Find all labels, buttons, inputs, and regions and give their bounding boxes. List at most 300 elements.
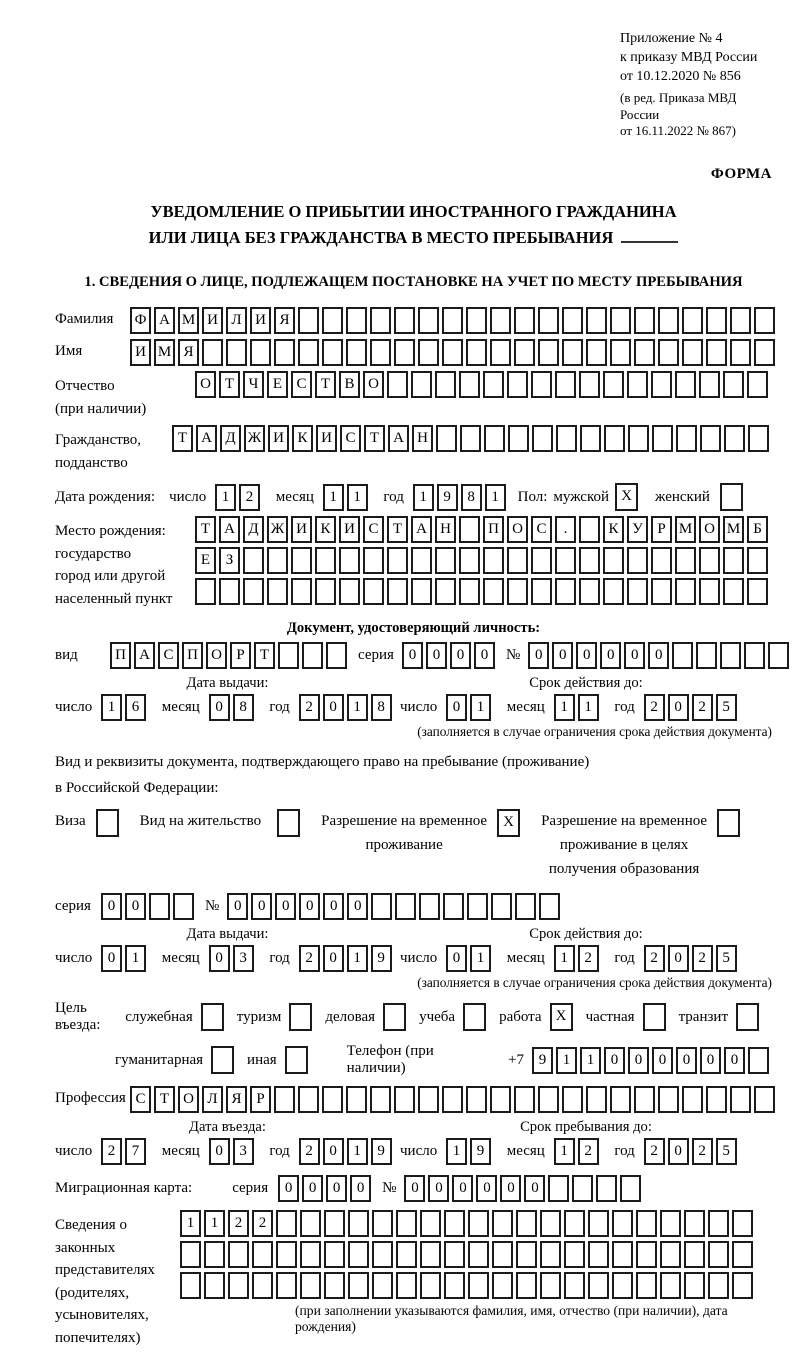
form-cell[interactable]	[466, 307, 487, 334]
form-cell[interactable]	[610, 307, 631, 334]
form-cell[interactable]	[586, 1086, 607, 1113]
form-cell[interactable]	[531, 547, 552, 574]
form-cell[interactable]	[372, 1241, 393, 1268]
form-cell[interactable]: 2	[228, 1210, 249, 1237]
form-cell[interactable]: Т	[219, 371, 240, 398]
form-cell[interactable]: 0	[600, 642, 621, 669]
form-cell[interactable]	[723, 578, 744, 605]
form-cell[interactable]	[516, 1210, 537, 1237]
form-cell[interactable]: 0	[275, 893, 296, 920]
form-cell[interactable]	[149, 893, 170, 920]
form-cell[interactable]	[419, 893, 440, 920]
form-cell[interactable]	[274, 339, 295, 366]
form-cell[interactable]	[531, 578, 552, 605]
form-cell[interactable]: М	[675, 516, 696, 543]
form-cell[interactable]: П	[483, 516, 504, 543]
form-cell[interactable]: Т	[364, 425, 385, 452]
form-cell[interactable]	[291, 578, 312, 605]
form-cell[interactable]	[339, 547, 360, 574]
form-cell[interactable]	[754, 307, 775, 334]
form-cell[interactable]	[676, 425, 697, 452]
form-cell[interactable]: Т	[254, 642, 275, 669]
form-cell[interactable]	[468, 1272, 489, 1299]
form-cell[interactable]	[459, 371, 480, 398]
form-cell[interactable]: 0	[347, 893, 368, 920]
form-cell[interactable]: А	[411, 516, 432, 543]
form-cell[interactable]	[180, 1241, 201, 1268]
form-cell[interactable]: 0	[668, 694, 689, 721]
form-cell[interactable]	[444, 1241, 465, 1268]
form-cell[interactable]: Д	[220, 425, 241, 452]
form-cell[interactable]	[418, 1086, 439, 1113]
form-cell[interactable]: К	[292, 425, 313, 452]
form-cell[interactable]	[555, 547, 576, 574]
form-cell[interactable]: 2	[692, 1138, 713, 1165]
form-cell[interactable]	[324, 1241, 345, 1268]
form-cell[interactable]	[300, 1272, 321, 1299]
form-cell[interactable]	[228, 1241, 249, 1268]
purpose-other-checkbox[interactable]	[285, 1046, 308, 1074]
form-cell[interactable]: Я	[274, 307, 295, 334]
form-cell[interactable]: 0	[668, 1138, 689, 1165]
option-residence-permit-checkbox[interactable]	[277, 809, 300, 837]
form-cell[interactable]: 1	[556, 1047, 577, 1074]
form-cell[interactable]	[562, 339, 583, 366]
form-cell[interactable]	[699, 547, 720, 574]
form-cell[interactable]	[371, 893, 392, 920]
form-cell[interactable]: 2	[578, 945, 599, 972]
form-cell[interactable]	[723, 371, 744, 398]
form-cell[interactable]	[636, 1241, 657, 1268]
form-cell[interactable]: 1	[485, 484, 506, 511]
form-cell[interactable]: 7	[125, 1138, 146, 1165]
form-cell[interactable]	[372, 1272, 393, 1299]
form-cell[interactable]: С	[531, 516, 552, 543]
form-cell[interactable]: Д	[243, 516, 264, 543]
option-temp-residence-education-checkbox[interactable]	[717, 809, 740, 837]
form-cell[interactable]: 0	[278, 1175, 299, 1202]
form-cell[interactable]	[555, 578, 576, 605]
form-cell[interactable]: Т	[387, 516, 408, 543]
form-cell[interactable]: Я	[226, 1086, 247, 1113]
form-cell[interactable]	[586, 339, 607, 366]
form-cell[interactable]	[627, 547, 648, 574]
form-cell[interactable]: К	[315, 516, 336, 543]
form-cell[interactable]	[252, 1241, 273, 1268]
form-cell[interactable]: О	[178, 1086, 199, 1113]
form-cell[interactable]	[298, 339, 319, 366]
form-cell[interactable]	[507, 547, 528, 574]
form-cell[interactable]	[346, 1086, 367, 1113]
form-cell[interactable]	[651, 578, 672, 605]
form-cell[interactable]	[586, 307, 607, 334]
form-cell[interactable]	[720, 642, 741, 669]
form-cell[interactable]	[418, 307, 439, 334]
form-cell[interactable]: 1	[554, 945, 575, 972]
form-cell[interactable]: 9	[437, 484, 458, 511]
form-cell[interactable]: 0	[446, 945, 467, 972]
form-cell[interactable]	[484, 425, 505, 452]
form-cell[interactable]: Л	[202, 1086, 223, 1113]
form-cell[interactable]: Т	[195, 516, 216, 543]
form-cell[interactable]	[466, 339, 487, 366]
form-cell[interactable]	[658, 307, 679, 334]
form-cell[interactable]	[531, 371, 552, 398]
form-cell[interactable]	[675, 547, 696, 574]
form-cell[interactable]: И	[130, 339, 151, 366]
form-cell[interactable]: П	[182, 642, 203, 669]
form-cell[interactable]	[538, 307, 559, 334]
form-cell[interactable]: 2	[578, 1138, 599, 1165]
form-cell[interactable]	[604, 425, 625, 452]
form-cell[interactable]	[267, 547, 288, 574]
form-cell[interactable]: 0	[404, 1175, 425, 1202]
form-cell[interactable]	[754, 339, 775, 366]
form-cell[interactable]	[460, 425, 481, 452]
form-cell[interactable]	[298, 307, 319, 334]
form-cell[interactable]	[300, 1210, 321, 1237]
form-cell[interactable]: И	[316, 425, 337, 452]
form-cell[interactable]: 5	[716, 694, 737, 721]
form-cell[interactable]: И	[268, 425, 289, 452]
form-cell[interactable]	[387, 371, 408, 398]
form-cell[interactable]: 1	[347, 945, 368, 972]
form-cell[interactable]: 0	[251, 893, 272, 920]
form-cell[interactable]	[420, 1210, 441, 1237]
form-cell[interactable]	[627, 578, 648, 605]
form-cell[interactable]	[411, 371, 432, 398]
form-cell[interactable]: 0	[227, 893, 248, 920]
form-cell[interactable]	[732, 1210, 753, 1237]
form-cell[interactable]: А	[196, 425, 217, 452]
form-cell[interactable]	[435, 578, 456, 605]
form-cell[interactable]	[173, 893, 194, 920]
form-cell[interactable]	[490, 1086, 511, 1113]
form-cell[interactable]	[459, 547, 480, 574]
form-cell[interactable]	[483, 371, 504, 398]
form-cell[interactable]	[302, 642, 323, 669]
form-cell[interactable]	[708, 1272, 729, 1299]
form-cell[interactable]	[579, 371, 600, 398]
form-cell[interactable]: 0	[323, 893, 344, 920]
form-cell[interactable]	[219, 578, 240, 605]
form-cell[interactable]	[411, 547, 432, 574]
form-cell[interactable]	[658, 339, 679, 366]
form-cell[interactable]	[603, 578, 624, 605]
form-cell[interactable]	[252, 1272, 273, 1299]
form-cell[interactable]	[700, 425, 721, 452]
form-cell[interactable]	[540, 1272, 561, 1299]
form-cell[interactable]	[675, 578, 696, 605]
form-cell[interactable]	[730, 1086, 751, 1113]
form-cell[interactable]: 0	[426, 642, 447, 669]
form-cell[interactable]: 8	[461, 484, 482, 511]
form-cell[interactable]	[348, 1272, 369, 1299]
form-cell[interactable]	[276, 1272, 297, 1299]
form-cell[interactable]	[610, 339, 631, 366]
form-cell[interactable]: 2	[692, 694, 713, 721]
form-cell[interactable]	[291, 547, 312, 574]
form-cell[interactable]	[442, 1086, 463, 1113]
form-cell[interactable]: 0	[350, 1175, 371, 1202]
form-cell[interactable]: О	[363, 371, 384, 398]
form-cell[interactable]	[322, 1086, 343, 1113]
form-cell[interactable]: Р	[651, 516, 672, 543]
form-cell[interactable]: А	[219, 516, 240, 543]
form-cell[interactable]: 1	[580, 1047, 601, 1074]
form-cell[interactable]	[684, 1210, 705, 1237]
form-cell[interactable]	[555, 371, 576, 398]
form-cell[interactable]: 0	[604, 1047, 625, 1074]
form-cell[interactable]	[747, 547, 768, 574]
form-cell[interactable]	[204, 1241, 225, 1268]
form-cell[interactable]	[372, 1210, 393, 1237]
form-cell[interactable]	[684, 1241, 705, 1268]
form-cell[interactable]	[300, 1241, 321, 1268]
form-cell[interactable]	[396, 1241, 417, 1268]
form-cell[interactable]: М	[154, 339, 175, 366]
form-cell[interactable]: А	[388, 425, 409, 452]
form-cell[interactable]: З	[219, 547, 240, 574]
form-cell[interactable]	[394, 339, 415, 366]
form-cell[interactable]	[468, 1241, 489, 1268]
form-cell[interactable]	[732, 1272, 753, 1299]
purpose-study-checkbox[interactable]	[463, 1003, 486, 1031]
form-cell[interactable]: 0	[101, 945, 122, 972]
form-cell[interactable]: 0	[724, 1047, 745, 1074]
form-cell[interactable]	[684, 1272, 705, 1299]
form-cell[interactable]: 1	[554, 694, 575, 721]
form-cell[interactable]	[444, 1210, 465, 1237]
option-temp-residence-checkbox[interactable]: X	[497, 809, 520, 837]
form-cell[interactable]	[387, 578, 408, 605]
form-cell[interactable]	[634, 1086, 655, 1113]
form-cell[interactable]	[370, 307, 391, 334]
form-cell[interactable]	[754, 1086, 775, 1113]
form-cell[interactable]: С	[340, 425, 361, 452]
form-cell[interactable]: И	[250, 307, 271, 334]
purpose-work-checkbox[interactable]: X	[550, 1003, 573, 1031]
form-cell[interactable]	[442, 307, 463, 334]
form-cell[interactable]	[636, 1210, 657, 1237]
form-cell[interactable]: О	[206, 642, 227, 669]
form-cell[interactable]: А	[154, 307, 175, 334]
form-cell[interactable]	[708, 1210, 729, 1237]
form-cell[interactable]	[322, 339, 343, 366]
form-cell[interactable]	[363, 578, 384, 605]
form-cell[interactable]	[322, 307, 343, 334]
form-cell[interactable]	[436, 425, 457, 452]
form-cell[interactable]	[507, 578, 528, 605]
form-cell[interactable]: С	[158, 642, 179, 669]
form-cell[interactable]: Ж	[244, 425, 265, 452]
form-cell[interactable]: 8	[371, 694, 392, 721]
form-cell[interactable]: 1	[347, 1138, 368, 1165]
form-cell[interactable]	[627, 371, 648, 398]
form-cell[interactable]: О	[507, 516, 528, 543]
form-cell[interactable]	[420, 1272, 441, 1299]
form-cell[interactable]: О	[195, 371, 216, 398]
form-cell[interactable]	[278, 642, 299, 669]
form-cell[interactable]	[634, 307, 655, 334]
form-cell[interactable]	[387, 547, 408, 574]
form-cell[interactable]: 1	[578, 694, 599, 721]
form-cell[interactable]	[706, 307, 727, 334]
form-cell[interactable]	[748, 1047, 769, 1074]
form-cell[interactable]	[490, 307, 511, 334]
form-cell[interactable]	[612, 1210, 633, 1237]
form-cell[interactable]	[267, 578, 288, 605]
form-cell[interactable]: 0	[628, 1047, 649, 1074]
form-cell[interactable]: У	[627, 516, 648, 543]
form-cell[interactable]: 9	[532, 1047, 553, 1074]
form-cell[interactable]	[411, 578, 432, 605]
form-cell[interactable]	[628, 425, 649, 452]
form-cell[interactable]: И	[339, 516, 360, 543]
form-cell[interactable]	[418, 339, 439, 366]
form-cell[interactable]	[442, 339, 463, 366]
form-cell[interactable]: 1	[446, 1138, 467, 1165]
form-cell[interactable]: 0	[209, 1138, 230, 1165]
form-cell[interactable]	[539, 893, 560, 920]
form-cell[interactable]: Е	[267, 371, 288, 398]
form-cell[interactable]: 0	[101, 893, 122, 920]
form-cell[interactable]: 1	[347, 694, 368, 721]
form-cell[interactable]	[435, 547, 456, 574]
form-cell[interactable]	[579, 547, 600, 574]
form-cell[interactable]: 3	[233, 945, 254, 972]
form-cell[interactable]	[651, 371, 672, 398]
form-cell[interactable]	[444, 1272, 465, 1299]
form-cell[interactable]	[538, 1086, 559, 1113]
form-cell[interactable]	[466, 1086, 487, 1113]
form-cell[interactable]: М	[723, 516, 744, 543]
form-cell[interactable]	[250, 339, 271, 366]
form-cell[interactable]: 0	[528, 642, 549, 669]
form-cell[interactable]: И	[291, 516, 312, 543]
form-cell[interactable]	[274, 1086, 295, 1113]
form-cell[interactable]: 1	[215, 484, 236, 511]
form-cell[interactable]	[435, 371, 456, 398]
form-cell[interactable]	[483, 547, 504, 574]
form-cell[interactable]: 0	[648, 642, 669, 669]
form-cell[interactable]	[562, 1086, 583, 1113]
form-cell[interactable]	[324, 1210, 345, 1237]
form-cell[interactable]: 0	[302, 1175, 323, 1202]
form-cell[interactable]	[562, 307, 583, 334]
form-cell[interactable]	[724, 425, 745, 452]
form-cell[interactable]: 2	[299, 945, 320, 972]
form-cell[interactable]: М	[178, 307, 199, 334]
form-cell[interactable]	[612, 1272, 633, 1299]
form-cell[interactable]: 0	[452, 1175, 473, 1202]
form-cell[interactable]	[723, 547, 744, 574]
form-cell[interactable]	[514, 307, 535, 334]
form-cell[interactable]	[483, 578, 504, 605]
form-cell[interactable]	[514, 1086, 535, 1113]
form-cell[interactable]: 0	[524, 1175, 545, 1202]
form-cell[interactable]: 0	[323, 945, 344, 972]
form-cell[interactable]	[315, 547, 336, 574]
form-cell[interactable]: 1	[101, 694, 122, 721]
form-cell[interactable]	[708, 1241, 729, 1268]
form-cell[interactable]	[748, 425, 769, 452]
form-cell[interactable]: Н	[412, 425, 433, 452]
form-cell[interactable]	[696, 642, 717, 669]
form-cell[interactable]: Л	[226, 307, 247, 334]
form-cell[interactable]	[315, 578, 336, 605]
form-cell[interactable]	[660, 1272, 681, 1299]
purpose-private-checkbox[interactable]	[643, 1003, 666, 1031]
form-cell[interactable]	[459, 578, 480, 605]
form-cell[interactable]	[395, 893, 416, 920]
form-cell[interactable]: К	[603, 516, 624, 543]
form-cell[interactable]: Т	[154, 1086, 175, 1113]
form-cell[interactable]	[396, 1272, 417, 1299]
form-cell[interactable]	[394, 307, 415, 334]
form-cell[interactable]: Т	[315, 371, 336, 398]
form-cell[interactable]: Р	[230, 642, 251, 669]
form-cell[interactable]	[508, 425, 529, 452]
form-cell[interactable]	[243, 547, 264, 574]
form-cell[interactable]: 1	[470, 694, 491, 721]
form-cell[interactable]	[596, 1175, 617, 1202]
form-cell[interactable]: 0	[326, 1175, 347, 1202]
form-cell[interactable]: 0	[450, 642, 471, 669]
form-cell[interactable]	[699, 578, 720, 605]
form-cell[interactable]	[603, 547, 624, 574]
form-cell[interactable]	[507, 371, 528, 398]
form-cell[interactable]: 0	[500, 1175, 521, 1202]
form-cell[interactable]	[538, 339, 559, 366]
form-cell[interactable]	[516, 1272, 537, 1299]
form-cell[interactable]	[634, 339, 655, 366]
form-cell[interactable]	[228, 1272, 249, 1299]
purpose-tourism-checkbox[interactable]	[289, 1003, 312, 1031]
form-cell[interactable]: 0	[446, 694, 467, 721]
form-cell[interactable]: Я	[178, 339, 199, 366]
form-cell[interactable]: 2	[101, 1138, 122, 1165]
form-cell[interactable]: 9	[371, 1138, 392, 1165]
form-cell[interactable]: 1	[204, 1210, 225, 1237]
form-cell[interactable]: 1	[125, 945, 146, 972]
form-cell[interactable]	[370, 339, 391, 366]
option-visa-checkbox[interactable]	[96, 809, 119, 837]
form-cell[interactable]	[579, 578, 600, 605]
form-cell[interactable]	[324, 1272, 345, 1299]
form-cell[interactable]	[204, 1272, 225, 1299]
form-cell[interactable]	[747, 371, 768, 398]
form-cell[interactable]	[346, 307, 367, 334]
form-cell[interactable]	[651, 547, 672, 574]
form-cell[interactable]	[652, 425, 673, 452]
form-cell[interactable]: 0	[323, 1138, 344, 1165]
form-cell[interactable]	[420, 1241, 441, 1268]
form-cell[interactable]: 9	[371, 945, 392, 972]
form-cell[interactable]: 2	[239, 484, 260, 511]
form-cell[interactable]	[564, 1272, 585, 1299]
form-cell[interactable]: С	[363, 516, 384, 543]
form-cell[interactable]: 2	[299, 1138, 320, 1165]
form-cell[interactable]	[276, 1241, 297, 1268]
form-cell[interactable]	[491, 893, 512, 920]
form-cell[interactable]: В	[339, 371, 360, 398]
form-cell[interactable]: О	[699, 516, 720, 543]
form-cell[interactable]	[612, 1241, 633, 1268]
form-cell[interactable]	[682, 339, 703, 366]
form-cell[interactable]: 0	[125, 893, 146, 920]
form-cell[interactable]	[564, 1241, 585, 1268]
